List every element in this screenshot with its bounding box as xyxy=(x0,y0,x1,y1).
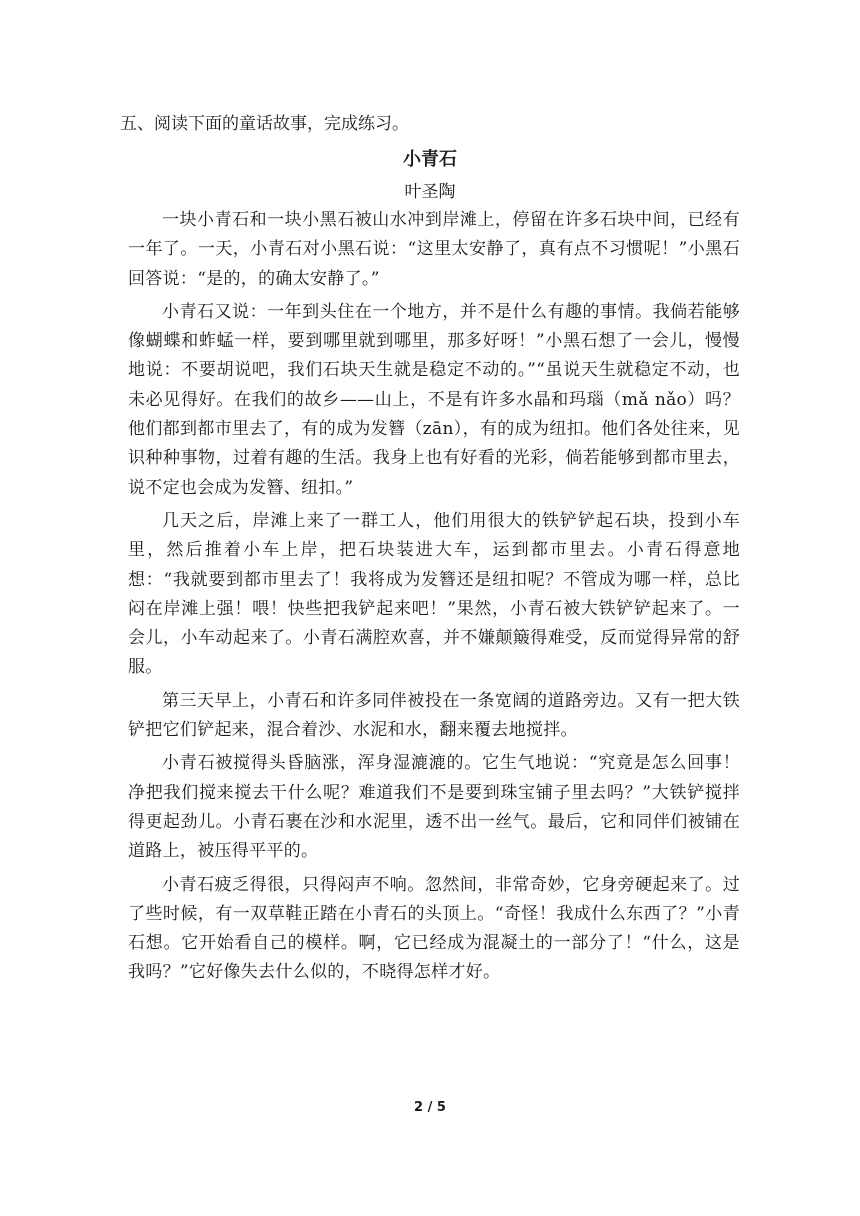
paragraph: 一块小青石和一块小黑石被山水冲到岸滩上，停留在许多石块中间，已经有一年了。一天，小青石对小黑石说：“这里太安静了，真有点不习惯呢！”小黑石回答说：“是的，的确太安静了。” xyxy=(128,210,740,289)
paragraph: 小青石疲乏得很，只得闷声不响。忽然间，非常奇妙，它身旁硬起来了。过了些时候，有一双草鞋正踏在小青石的头顶上。“奇怪！我成什么东西了？”小青石想。它开始看自己的模样。啊，它已经成为混凝土的一部分了！“什么，这是我吗？”它好像失去什么似的，不晓得怎样才好。 xyxy=(128,874,740,983)
story-author: 叶圣陶 xyxy=(404,182,456,202)
paragraph: 小青石被搅得头昏脑涨，浑身湿漉漉的。它生气地说：“究竟是怎么回事！净把我们搅来搅去干什么呢？难道我们不是要到珠宝铺子里去吗？”大铁铲搅拌得更起劲儿。小青石裹在沙和水泥里，透不出一丝气。最后，它和同伴们被铺在道路上，被压得平平的。 xyxy=(128,753,740,862)
paragraph: 第三天早上，小青石和许多同伴被投在一条宽阔的道路旁边。又有一把大铁铲把它们铲起来，混合着沙、水泥和水，翻来覆去地搅拌。 xyxy=(128,690,740,741)
section-heading: 五、阅读下面的童话故事，完成练习。 xyxy=(120,114,409,134)
paragraph: 小青石又说：一年到头住在一个地方，并不是什么有趣的事情。我倘若能够像蝴蝶和蚱蜢一样，要到哪里就到哪里，那多好呀！”小黑石想了一会儿，慢慢地说：不要胡说吧，我们石块天生就是稳定不动的。”“虽说天生就稳定不动，也未必见得好。在我们的故乡——山上，不是有许多水晶和玛瑙（mǎ nǎo）吗？他们都到都市里去了，有的成为发簪（zān），有的成为纽扣。他们各处往来，见识种种事物，过着有趣的生活。我身上也有好看的光彩，倘若能够到都市里去，说不定也会成为发簪、纽扣。” xyxy=(128,301,740,498)
page-number: 2 / 5 xyxy=(414,1100,446,1115)
story-title: 小青石 xyxy=(403,149,457,170)
story-body xyxy=(128,206,740,992)
paragraph: 几天之后，岸滩上来了一群工人，他们用很大的铁铲铲起石块，投到小车里，然后推着小车上岸，把石块装进大车，运到都市里去。小青石得意地想：“我就要到都市里去了！我将成为发簪还是纽扣呢？不管成为哪一样，总比闷在岸滩上强！喂！快些把我铲起来吧！”果然，小青石被大铁铲铲起来了。一会儿，小车动起来了。小青石满腔欢喜，并不嫌颠簸得难受，反而觉得异常的舒服。 xyxy=(128,510,740,678)
